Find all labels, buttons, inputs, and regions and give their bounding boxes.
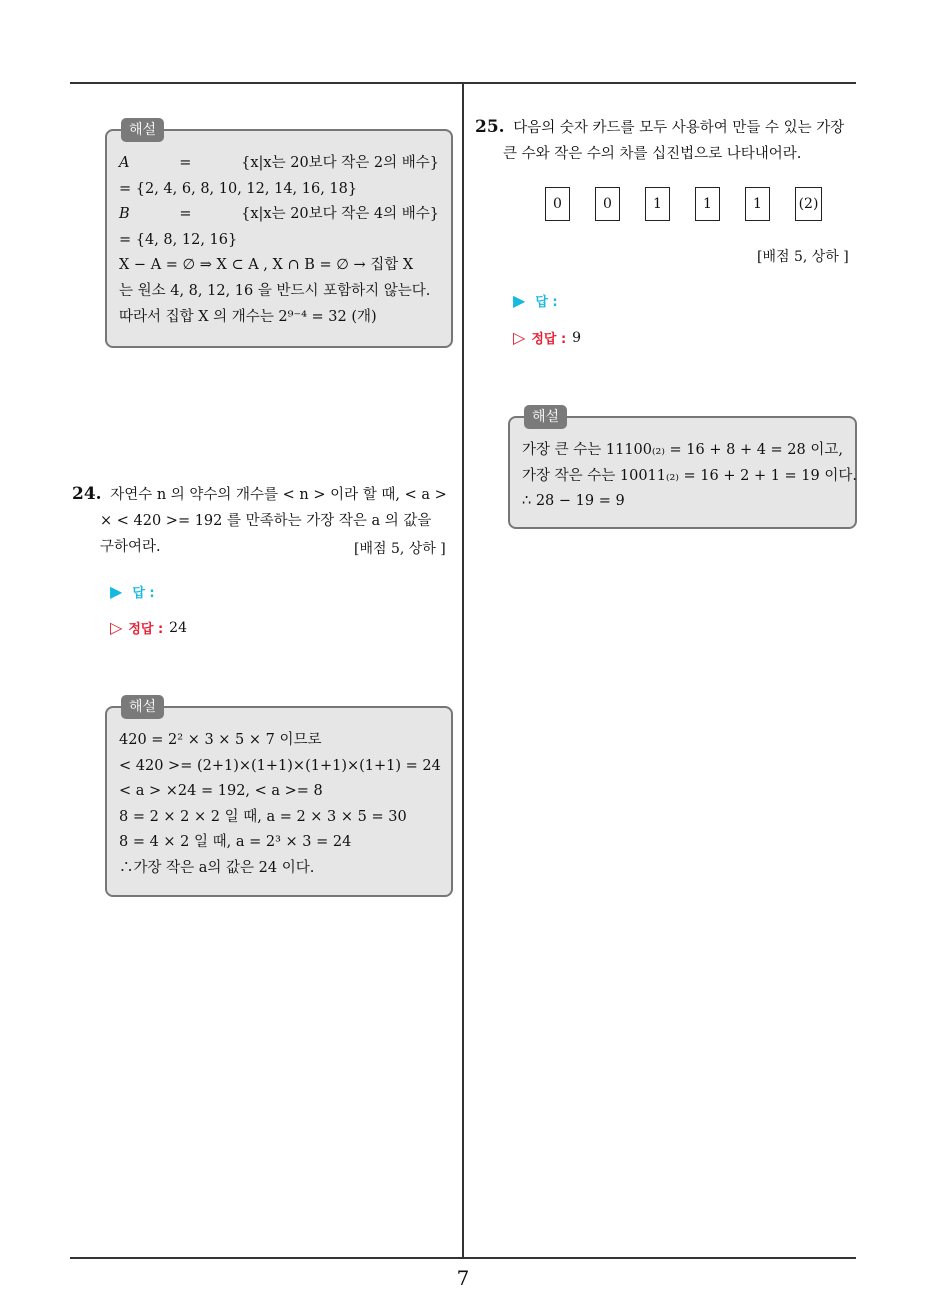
correct-label: 정답 : bbox=[128, 622, 164, 637]
solution-line: X − A = ∅ ⇒ X ⊂ A , X ∩ B = ∅ → 집합 X bbox=[119, 257, 414, 274]
play-arrow-icon: ▶ bbox=[513, 291, 526, 310]
solution-line: < a > ×24 = 192, < a >= 8 bbox=[119, 783, 323, 800]
correct-value: 24 bbox=[169, 619, 187, 636]
number-card: (2) bbox=[795, 187, 822, 221]
solution-line: = {2, 4, 6, 8, 10, 12, 14, 16, 18} bbox=[119, 180, 358, 197]
problem-number: 25. bbox=[475, 117, 505, 137]
answer-line bbox=[513, 291, 568, 310]
score-label: [배점 5, 상하 ] bbox=[757, 249, 849, 265]
problem-text: 자연수 n 의 약수의 개수를 < n > 이라 할 때, < a > bbox=[110, 487, 447, 503]
play-arrow-icon: ▶ bbox=[110, 582, 123, 601]
solution-tab: 해설 bbox=[121, 118, 164, 142]
problem-25 bbox=[475, 114, 859, 167]
answer-label: 답 : bbox=[132, 586, 155, 601]
number-card: 1 bbox=[695, 187, 720, 221]
problem-text: 구하여라. bbox=[100, 539, 161, 555]
solution-line: ∴ 28 − 19 = 9 bbox=[522, 493, 625, 510]
solution-box-23 bbox=[105, 122, 453, 348]
solution-line: 가장 큰 수는 11100₍₂₎ = 16 + 8 + 4 = 28 이고, bbox=[522, 442, 843, 458]
solution-line: ∴가장 작은 a의 값은 24 이다. bbox=[119, 859, 315, 876]
solution-tab: 해설 bbox=[524, 405, 567, 429]
correct-value: 9 bbox=[572, 329, 582, 346]
solution-line: 가장 작은 수는 10011₍₂₎ = 16 + 2 + 1 = 19 이다. bbox=[522, 467, 857, 484]
solution-line: A = {x|x는 20보다 작은 2의 배수} bbox=[119, 155, 439, 171]
score-label: [배점 5, 상하 ] bbox=[354, 541, 446, 557]
solution-line: 420 = 2² × 3 × 5 × 7 이므로 bbox=[119, 732, 322, 748]
problem-text: 다음의 숫자 카드를 모두 사용하여 만들 수 있는 가장 bbox=[513, 120, 845, 136]
solution-box-25 bbox=[508, 409, 857, 529]
problem-number: 24. bbox=[72, 484, 102, 504]
number-card: 1 bbox=[745, 187, 770, 221]
column-divider bbox=[462, 84, 464, 1257]
problem-text: 큰 수와 작은 수의 차를 십진법으로 나타내어라. bbox=[503, 146, 802, 162]
solution-line: 8 = 4 × 2 일 때, a = 2³ × 3 = 24 bbox=[119, 834, 352, 851]
correct-label: 정답 : bbox=[531, 332, 567, 347]
outline-arrow-icon: ▷ bbox=[110, 618, 123, 637]
solution-box-24 bbox=[105, 699, 453, 897]
answer-label: 답 : bbox=[535, 295, 558, 310]
correct-answer-line bbox=[513, 328, 581, 347]
solution-line: 따라서 집합 X 의 개수는 2⁹⁻⁴ = 32 (개) bbox=[119, 308, 377, 325]
solution-line: 8 = 2 × 2 × 2 일 때, a = 2 × 3 × 5 = 30 bbox=[119, 808, 407, 825]
solution-line: = {4, 8, 12, 16} bbox=[119, 231, 238, 248]
correct-answer-line bbox=[110, 618, 187, 637]
solution-line: B = {x|x는 20보다 작은 4의 배수} bbox=[119, 206, 439, 223]
problem-text: × < 420 >= 192 를 만족하는 가장 작은 a 의 값을 bbox=[100, 513, 432, 529]
solution-line: 는 원소 4, 8, 12, 16 을 반드시 포함하지 않는다. bbox=[119, 282, 431, 299]
page-number: 7 bbox=[456, 1266, 470, 1290]
outline-arrow-icon: ▷ bbox=[513, 328, 526, 347]
answer-line bbox=[110, 582, 165, 601]
number-card: 1 bbox=[645, 187, 670, 221]
number-card: 0 bbox=[545, 187, 570, 221]
solution-tab: 해설 bbox=[121, 695, 164, 719]
number-card: 0 bbox=[595, 187, 620, 221]
solution-line: < 420 >= (2+1)×(1+1)×(1+1)×(1+1) = 24 bbox=[119, 757, 441, 774]
bottom-rule bbox=[70, 1257, 856, 1259]
